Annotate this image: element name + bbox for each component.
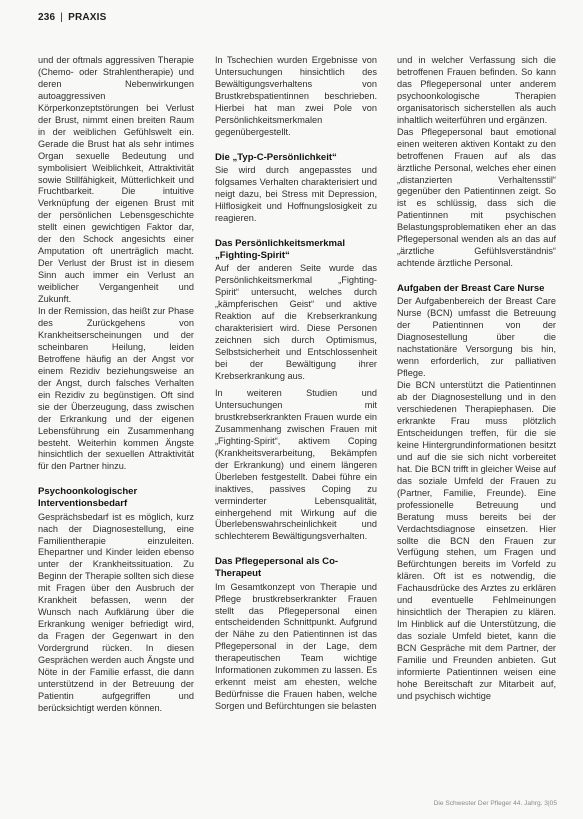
page-header bbox=[38, 12, 107, 23]
paragraph: und der oftmals aggressiven Therapie (Chemo- oder Strahlentherapie) und deren Nebenwirkungen autoaggressiven Körperkonzeptstörungen bei Verlust der Brust, nimmt einen breiten Raum in der weiblichen Gefühlswelt ein. Gerade die Brust hat als sehr intimes Organ sexuelle Bedeutung und symbolisiert Weiblichkeit, Attraktivität sowie Stillfähigkeit, Mütterlichkeit und Fruchtbarkeit. Die intuitive Verknüpfung der eigenen Brust mit der persönlichen Lebensgeschichte stellt einen gewichtigen Faktor dar, der den Schock angesichts einer Amputation oft unerträglich macht. Der Verlust der Brust ist in diesem Sinn auch immer ein Verlust an weiblicher Vergangenheit und Zukunft. bbox=[38, 55, 194, 305]
paragraph: Im Gesamtkonzept von Therapie und Pflege brustkrebserkrankter Frauen stellt das Pflegepersonal einen entscheidenden Schnittpunkt. Aufgrund der Nähe zu den Patientinnen ist das Pflegepersonal in der Lage, dem therapeutischen Team wichtige Informationen zukommen zu lassen. Es erkennt meist am ehesten, welche Bedürfnisse die Frauen haben, welche Sorgen und Befürchtungen sie belasten bbox=[215, 581, 377, 712]
section-heading: Aufgaben der Breast Care Nurse bbox=[397, 283, 545, 295]
header-separator: | bbox=[60, 12, 64, 23]
paragraph: Die BCN unterstützt die Patientinnen ab der Diagnosestellung und in den verschiedenen Therapiephasen. Die erkrankte Frau muss plötzlich Entscheidungen treffen, für die sie keine Hintergrundinformationen besitzt und auf die sie sich nicht vorbereitet hat. Die BCN trifft in gleicher Weise auf das soziale Umfeld der Frauen zu (Partner, Familie, Freunde). Eine professionelle Betreuung und Beratung muss bereits bei der Verdachtsdiagnose einsetzen. Hier sollte die BCN den Frauen zur Verfügung stehen, um Fragen und Befürchtungen bereits im Vorfeld zu klären. Oft ist es notwendig, die Fachausdrücke des Arztes zu erklären und eventuelle Fehlmeinungen hinsichtlich der Therapien zu klären. Im Hinblick auf die Unterstützung, die das soziale Umfeld bietet, kann die BCN Gespräche mit dem Partner, der Familie und Freunden anbieten. Gut informierte Patientinnen weisen eine hohe Bereitschaft zur Mitarbeit auf, und psychisch wichtige bbox=[397, 380, 556, 701]
column-3 bbox=[397, 55, 556, 793]
paragraph: und in welcher Verfassung sich die betroffenen Frauen befinden. So kann das Pflegepersonal unter anderem psychoonkologische Therapien organisatorisch sicherstellen als auch inhaltlich weiterführen und ergänzen. bbox=[397, 55, 556, 125]
paragraph: Gesprächsbedarf ist es möglich, kurz nach der Diagnosestellung, eine Familientherapie einzuleiten. Ehepartner und Kinder leiden ebenso unter der Krankheitssituation. Zu Beginn der Therapie sollten sich diese mit Fragen über den Ausbruch der Krankheit befassen, wenn der Wunsch nach Aufklärung über die Erkrankung weniger befriedigt wird, da Fragen der Gegenwart in den Vordergrund rücken. In diesen Gesprächen werden auch Ängste und Nöte in der Familie erfasst, die dann unterstützend in der Betreuung der Patientin aufgegriffen und berücksichtigt werden können. bbox=[38, 511, 194, 713]
column-1 bbox=[38, 55, 194, 793]
paragraph: In der Remission, das heißt zur Phase des Zurückgehens von Krankheitserscheinungen und der scheinbaren Heilung, leiden Betroffene häufig an der Angst vor einem Rezidiv beziehungsweise an der Angst, durch falsches Verhalten ein Rezidiv zu begünstigen. Oft sind sie der Überzeugung, dass zwischen der Erkrankung und der eigenen Lebensführung ein Zusammenhang besteht. Weiterhin kommen Ängste hinsichtlich der sexuellen Attraktivität für den Partner hinzu. bbox=[38, 306, 194, 472]
paragraph: Das Pflegepersonal baut emotional einen weiteren aktiven Kontakt zu den betroffenen Frauen auf als das ärztliche Personal, welches eher einen „distanzierten Verhaltensstil“ gegenüber den Patientinnen zeigt. So ist es schlüssig, dass sich die Patientinnen mit psychischen Belastungsproblematiken eher an das Pflegepersonal wenden als an das auf „ärztliche Gefühlsverständnis“ achtende ärztliche Personal. bbox=[397, 126, 556, 269]
paragraph: In Tschechien wurden Ergebnisse von Untersuchungen hinsichtlich des Bewältigungsverhaltens von Brustkrebspatientinnen beschrieben. Hierbei hat man zwei Pole von Persönlichkeitsmerkmalen gegenübergestellt. bbox=[215, 55, 377, 137]
column-2 bbox=[215, 55, 377, 793]
paragraph: Der Aufgabenbereich der Breast Care Nurse (BCN) umfasst die Betreuung der Patientinnen von der Diagnosestellung über die nachstationäre Versorgung bis hin, wenn erforderlich, zur palliativen Pflege. bbox=[397, 296, 556, 379]
journal-footer: Die Schwester Der Pfleger 44. Jahrg. 3|05 bbox=[433, 800, 557, 807]
section-heading: Psychoonkologischer Interventionsbedarf bbox=[38, 486, 138, 510]
section-heading: Die „Typ-C-Persönlichkeit“ bbox=[215, 151, 337, 163]
paragraph: In weiteren Studien und Untersuchungen mit brustkrebserkrankten Frauen wurde ein Zusammenhang zwischen Frauen mit „Fighting-Spirit“, aktivem Coping (Krankheitsverarbeitung, Bekämpfen der Erkrankung) und einem längeren Überleben festgestellt. Dabei führe ein inaktives, passives Coping zu verminderter Lebensqualität, einhergehend mit Wirkung auf die Überlebenswahrscheinlichkeit und schlechterem Bewältigungsverhalten. bbox=[215, 388, 377, 542]
paragraph: Auf der anderen Seite wurde das Persönlichkeitsmerkmal „Fighting-Spirit“ untersucht, welches durch „kämpferischen Geist“ und aktive Reaktion auf die Krebserkrankung charakterisiert wird. Diese Personen zeichnen sich durch Optimismus, Selbstsicherheit und Entschlossenheit bei der Bewältigung ihrer Krebserkrankung aus. bbox=[215, 262, 377, 381]
paragraph: Sie wird durch angepasstes und folgsames Verhalten charakterisiert und neigt dazu, bei Stress mit Depression, Hilflosigkeit und Hoffnungslosigkeit zu reagieren. bbox=[215, 164, 377, 223]
section-heading: Das Persönlichkeitsmerkmal „Fighting-Spirit“ bbox=[215, 237, 346, 261]
section-label: PRAXIS bbox=[68, 12, 107, 23]
page-number: 236 bbox=[38, 12, 56, 23]
section-heading: Das Pflegepersonal als Co-Therapeut bbox=[215, 556, 339, 580]
